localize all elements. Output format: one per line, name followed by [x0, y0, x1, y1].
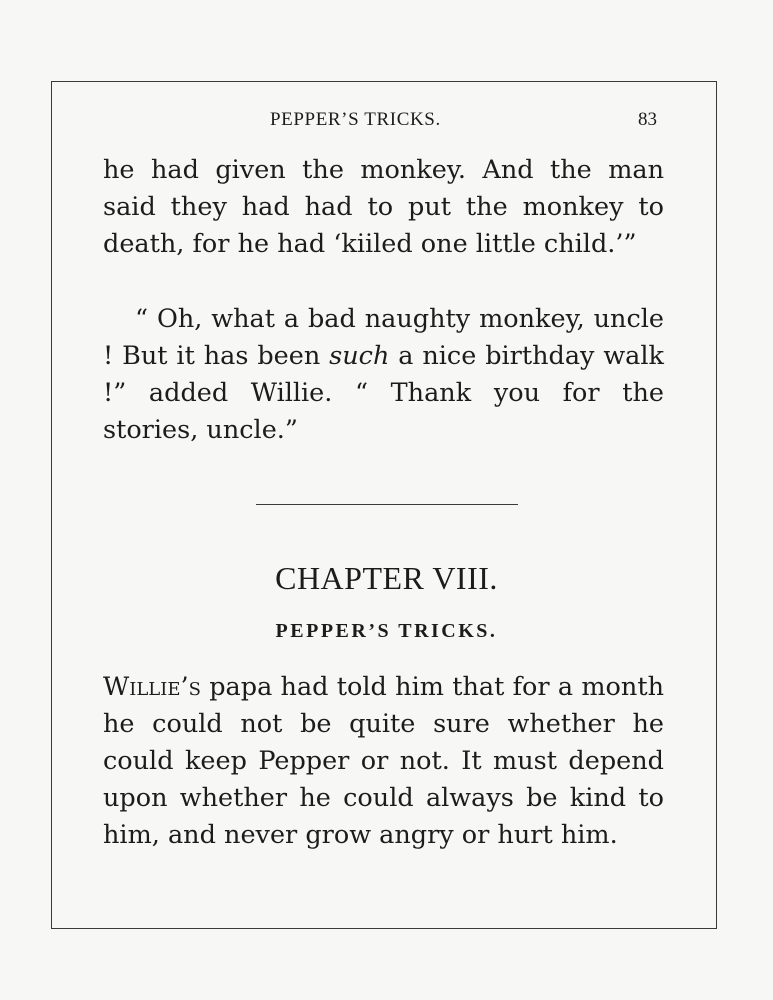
chapter-title: CHAPTER VIII.: [275, 560, 498, 596]
paragraph-dialogue: [103, 301, 664, 449]
section-divider-rule: [256, 504, 518, 505]
running-header-title: PEPPER’S TRICKS.: [270, 109, 441, 130]
paragraph-2-start: “ Oh, what a bad naughty monkey, uncle ! But it has been: [103, 304, 664, 371]
page-number: 83: [638, 109, 657, 130]
paragraph-3-text: [103, 669, 664, 854]
paragraph-continued: [103, 152, 664, 263]
opening-text: papa had told him that for a month he could not be quite sure whether he could keep Pepper or not. It must depend upon whether he could always be kind to him, and never grow angry or hurt him.: [103, 672, 664, 850]
chapter-subtitle: PEPPER’S TRICKS.: [275, 620, 498, 642]
emphasis-word: such: [329, 341, 390, 371]
paragraph-2-text: [103, 301, 664, 449]
opening-word: Willie’s: [103, 672, 201, 702]
chapter-opening-paragraph: [103, 669, 664, 854]
paragraph-1-text: he had given the monkey. And the man said they had had to put the monkey to death, for he had ‘kiiled one little child.’”: [103, 155, 664, 259]
paragraph-2-end: a nice birthday walk !” added Willie. “ Thank you for the stories, uncle.”: [103, 341, 664, 445]
